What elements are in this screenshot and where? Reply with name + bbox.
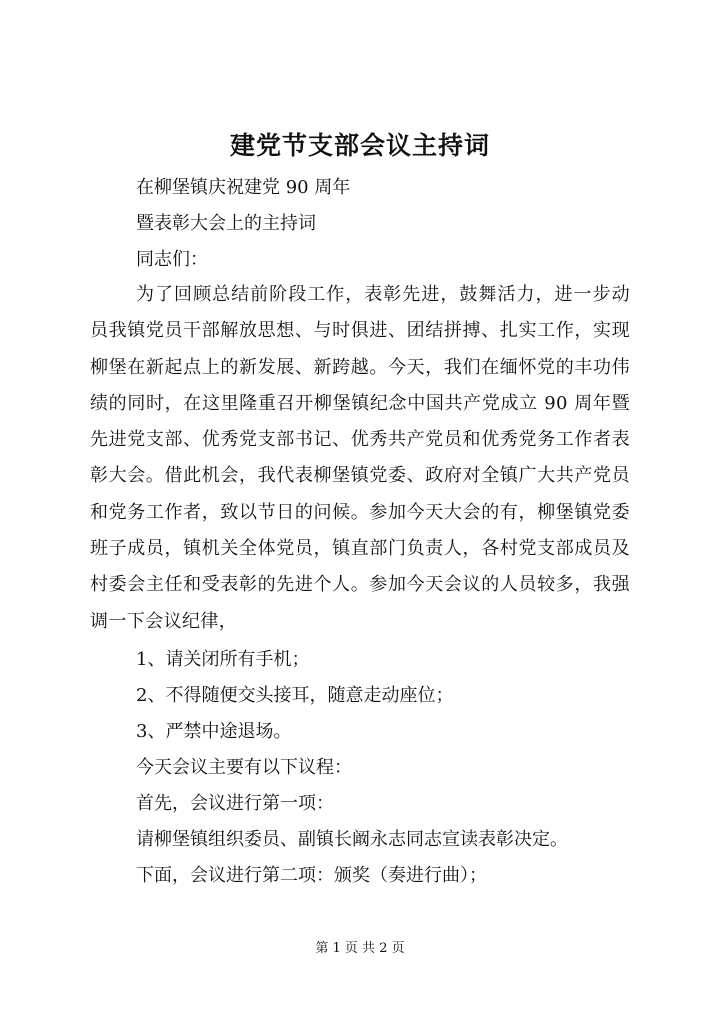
subtitle-line-2: 暨表彰大会上的主持词 [136,213,316,234]
document-title: 建党节支部会议主持词 [229,131,490,160]
page-number-footer: 第 1 页 共 2 页 [315,941,405,956]
rule-item-1: 1、请关闭所有手机； [136,649,310,670]
agenda-item-2-intro: 下面，会议进行第二项：颁奖（奏进行曲）； [136,865,487,886]
rule-item-3: 3、严禁中途退场。 [136,721,292,742]
agenda-item-1-intro: 首先，会议进行第一项： [136,793,334,814]
rule-item-2: 2、不得随便交头接耳，随意走动座位； [136,685,454,706]
subtitle-line-1: 在柳堡镇庆祝建党 90 周年 [136,177,351,198]
agenda-intro: 今天会议主要有以下议程： [136,757,352,778]
salutation: 同志们： [136,249,208,270]
main-paragraph: 为了回顾总结前阶段工作，表彰先进，鼓舞活力，进一步动员我镇党员干部解放思想、与时俱进、团结拼搏、扎实工作，实现柳堡在新起点上的新发展、新跨越。今天，我们在缅怀党的丰功伟绩的同时，在这里隆重召开柳堡镇纪念中国共产党成立 90 周年暨先进党支部、优秀党支部书记、优秀共产党员和优秀党务工作者表彰大会。借此机会，我代表柳堡镇党委、政府对全镇广大共产党员和党务工作者，致以节日的问候。参加今天大会的有，柳堡镇党委班子成员，镇机关全体党员，镇直部门负责人，各村党支部成员及村委会主任和受表彰的先进个人。参加今天会议的人员较多，我强调一下会议纪律， [90,284,630,632]
agenda-item-1-detail: 请柳堡镇组织委员、副镇长阚永志同志宣读表彰决定。 [136,829,568,850]
